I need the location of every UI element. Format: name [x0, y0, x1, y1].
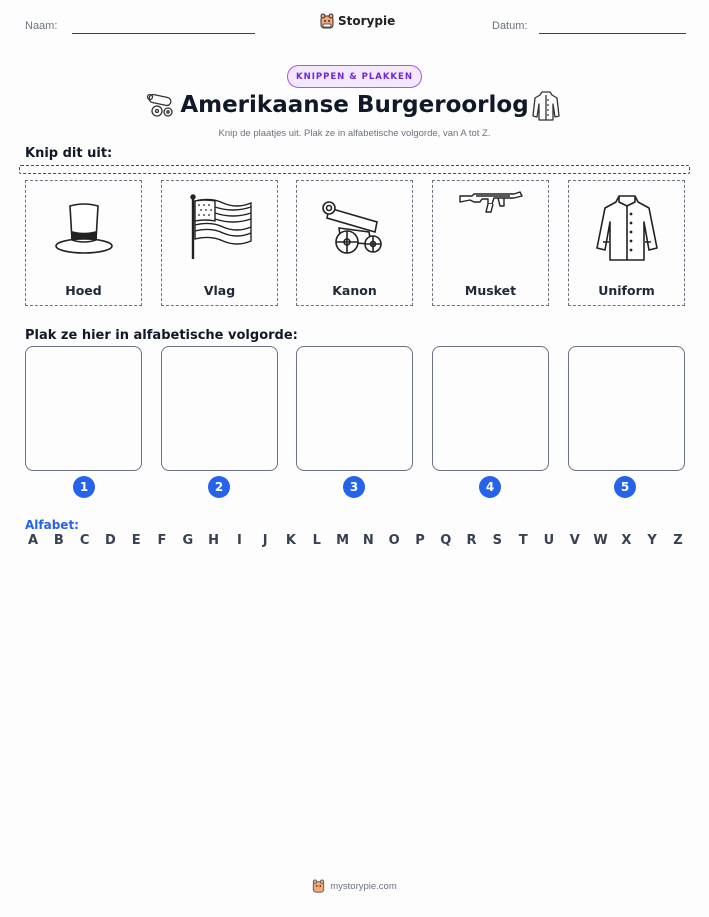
top-hat-icon [52, 196, 116, 260]
paste-slot-1[interactable] [25, 346, 142, 471]
alphabet-letter: W [593, 533, 608, 548]
name-line[interactable] [72, 33, 255, 34]
badge-text: KNIPPEN & PLAKKEN [296, 71, 413, 82]
brand-name: Storypie [338, 14, 396, 28]
cut-card-uniform[interactable] [568, 180, 685, 306]
alphabet-letter: K [285, 533, 296, 548]
cut-heading: Knip dit uit: [25, 146, 113, 161]
alphabet-letter: L [312, 533, 321, 548]
date-label: Datum: [492, 20, 528, 32]
alphabet-letter: G [182, 533, 194, 548]
card-label: Uniform [598, 283, 655, 298]
alphabet-letter: V [569, 533, 580, 548]
alphabet-heading: Alfabet: [25, 518, 79, 532]
alphabet-letter: F [157, 533, 167, 548]
alphabet-letter: H [208, 533, 220, 548]
musket-icon [458, 188, 524, 218]
footer [0, 879, 709, 893]
instructions: Knip de plaatjes uit. Plak ze in alfabetische volgorde, van A tot Z. [218, 128, 491, 139]
slot-number-4: 4 [479, 476, 501, 498]
cut-card-vlag[interactable] [161, 180, 278, 306]
cut-card-musket[interactable] [432, 180, 549, 306]
footer-url[interactable]: mystorypie.com [330, 880, 397, 892]
name-label: Naam: [25, 20, 58, 32]
storypie-mascot-icon [320, 13, 334, 29]
cut-card-kanon[interactable] [296, 180, 413, 306]
paste-slot-4[interactable] [432, 346, 549, 471]
alphabet-letter: D [104, 533, 116, 548]
activity-badge [287, 65, 422, 88]
alphabet-letter: U [543, 533, 555, 548]
alphabet-letter: J [262, 533, 268, 548]
storypie-mascot-icon [312, 879, 325, 893]
card-label: Kanon [332, 283, 377, 298]
card-label: Musket [464, 283, 517, 298]
paste-slot-2[interactable] [161, 346, 278, 471]
alphabet-letter: P [415, 533, 425, 548]
alphabet-row [25, 533, 686, 548]
cut-card-hoed[interactable] [25, 180, 142, 306]
alphabet-letter: T [518, 533, 528, 548]
card-label: Vlag [203, 283, 236, 298]
alphabet-letter: N [362, 533, 374, 548]
uniform-coat-icon [595, 192, 659, 264]
paste-slot-3[interactable] [296, 346, 413, 471]
alphabet-letter: E [131, 533, 141, 548]
card-label: Hoed [65, 283, 102, 298]
alphabet-letter: Q [440, 533, 452, 548]
brand-logo [320, 13, 395, 29]
paste-slot-5[interactable] [568, 346, 685, 471]
alphabet-letter: Y [647, 533, 657, 548]
alphabet-letter: O [388, 533, 400, 548]
alphabet-letter: I [236, 533, 242, 548]
page-title: Amerikaanse Burgeroorlog [180, 92, 529, 118]
alphabet-letter: C [79, 533, 90, 548]
alphabet-letter: Z [673, 533, 683, 548]
cut-line [19, 165, 690, 174]
cannon-icon [319, 196, 391, 260]
slot-number-1: 1 [73, 476, 95, 498]
alphabet-letter: X [621, 533, 632, 548]
flag-icon [185, 193, 255, 263]
slot-number-3: 3 [343, 476, 365, 498]
uniform-coat-icon [532, 90, 560, 122]
alphabet-letter: M [336, 533, 350, 548]
alphabet-letter: B [53, 533, 64, 548]
paste-heading: Plak ze hier in alfabetische volgorde: [25, 328, 298, 343]
alphabet-letter: R [466, 533, 477, 548]
date-line[interactable] [539, 33, 686, 34]
alphabet-letter: A [27, 533, 39, 548]
slot-number-2: 2 [208, 476, 230, 498]
alphabet-letter: S [492, 533, 503, 548]
slot-number-5: 5 [614, 476, 636, 498]
